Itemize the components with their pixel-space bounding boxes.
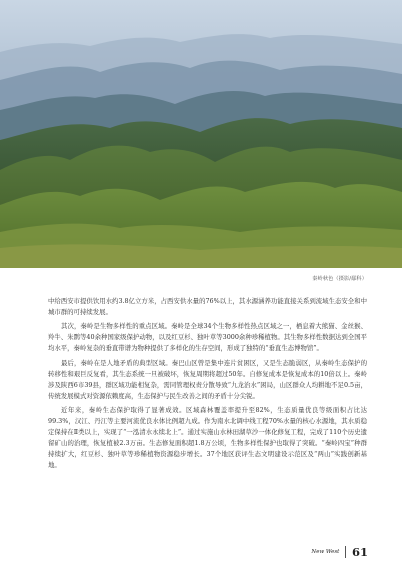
paragraph-3: 最后，秦岭在是人地矛盾的典型区域。秦巴山区曾是集中连片贫困区，又是生态脆弱区，从秦岭生态保护的转移性和艰巨反复看，其生态系统一旦被破坏，恢复周期将超过50年。自修复成本是恢复成本的10倍以上。秦岭涉及陕西6市39县，群区域功能相复杂，需同管理权责分散导致“九龙治水”困局，山区群众人均耕地不足0.5亩，传统发展模式对资源依赖度高，生态保护与民生改善之间的矛盾十分尖锐。 <box>48 358 367 400</box>
journal-name: New West <box>311 549 340 555</box>
footer-divider <box>345 546 346 558</box>
paragraph-4: 近年来，秦岭生态保护取得了显著成效。区域森林覆盖率提升至82%，生态质量优良等级面积占比达99.3%，汉江、丹江等主要河流优良水体比例超九成。作为南水北调中线工程70%水量的核心水源地，其水质稳定保持在Ⅱ类以上，实现了“一泓清水永续北上”。通过实施山水林田湖草沙一体化修复工程，完成了110个历史遗留矿山的治理，恢复植被2.3万亩。生态修复面积超1.8万公顷，生物多样性保护也取得了突破。“秦岭四宝”种群持续扩大，红豆杉、独叶草等珍稀植物资源稳步增长。37个地区获评生态文明建设示范区及“两山”实践创新基地。 <box>48 405 367 469</box>
page-number: 61 <box>351 545 368 559</box>
paragraph-2: 其次，秦岭是生物多样性的重点区域。秦岭是全球34个生物多样性热点区域之一，栖息着大熊猫、金丝猴、羚牛、朱鹮等40余种国家级保护动物，以及红豆杉、独叶草等3000余种珍稀植物。其生物多样性数据达到全国平均水平，秦岭复杂的垂直带谱为物种提供了多样化的生存空间，形成了独特的“垂直生态博物馆”。 <box>48 322 367 353</box>
photo-caption: 秦岭秋色（摄影/鄢科） <box>312 276 367 282</box>
article-body <box>48 296 367 474</box>
mountain-photo <box>0 0 402 268</box>
paragraph-1: 中给西安市提供饮用水约3.8亿立方米，占西安供水量的76%以上，其水源涵养功能直接关系到流域生态安全和中城市群的可持续发展。 <box>48 297 367 316</box>
page-footer <box>311 545 368 559</box>
